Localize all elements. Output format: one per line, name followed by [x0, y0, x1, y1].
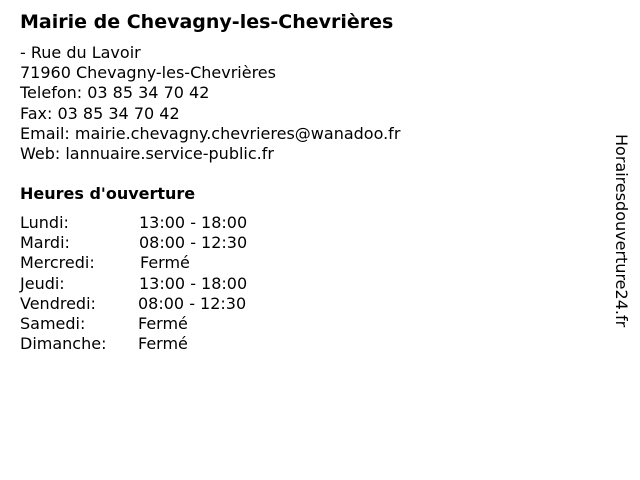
email-address: Email: mairie.chevagny.chevrieres@wanadoo.fr	[20, 123, 401, 143]
phone-number: Telefon: 03 85 34 70 42	[20, 83, 210, 103]
day-label: Mercredi:	[20, 253, 95, 273]
day-label: Jeudi:	[20, 273, 65, 293]
time-value: 13:00 - 18:00	[139, 213, 248, 232]
day-label: Lundi:	[20, 213, 69, 232]
website: Web: lannuaire.service-public.fr	[20, 144, 274, 164]
fax-number: Fax: 03 85 34 70 42	[20, 103, 180, 123]
time-value: Fermé	[138, 334, 188, 354]
site-watermark	[611, 134, 631, 370]
page-title: Mairie de Chevagny-les-Chevrières	[20, 11, 394, 33]
street-address: - Rue du Lavoir	[20, 43, 141, 62]
watermark-text: Horairesdouverture24.fr	[612, 134, 631, 328]
time-value: 08:00 - 12:30	[138, 293, 247, 313]
postal-city: 71960 Chevagny-les-Chevrières	[20, 63, 276, 83]
time-value: Fermé	[138, 313, 188, 333]
time-value: 13:00 - 18:00	[139, 273, 248, 293]
time-value: Fermé	[140, 253, 190, 273]
hours-heading: Heures d'ouverture	[20, 184, 196, 203]
day-label: Mardi:	[20, 233, 70, 253]
day-label: Samedi:	[20, 313, 86, 333]
day-label: Vendredi:	[20, 293, 96, 313]
address-block	[20, 43, 400, 164]
day-label: Dimanche:	[20, 334, 107, 354]
time-value: 08:00 - 12:30	[139, 233, 248, 253]
